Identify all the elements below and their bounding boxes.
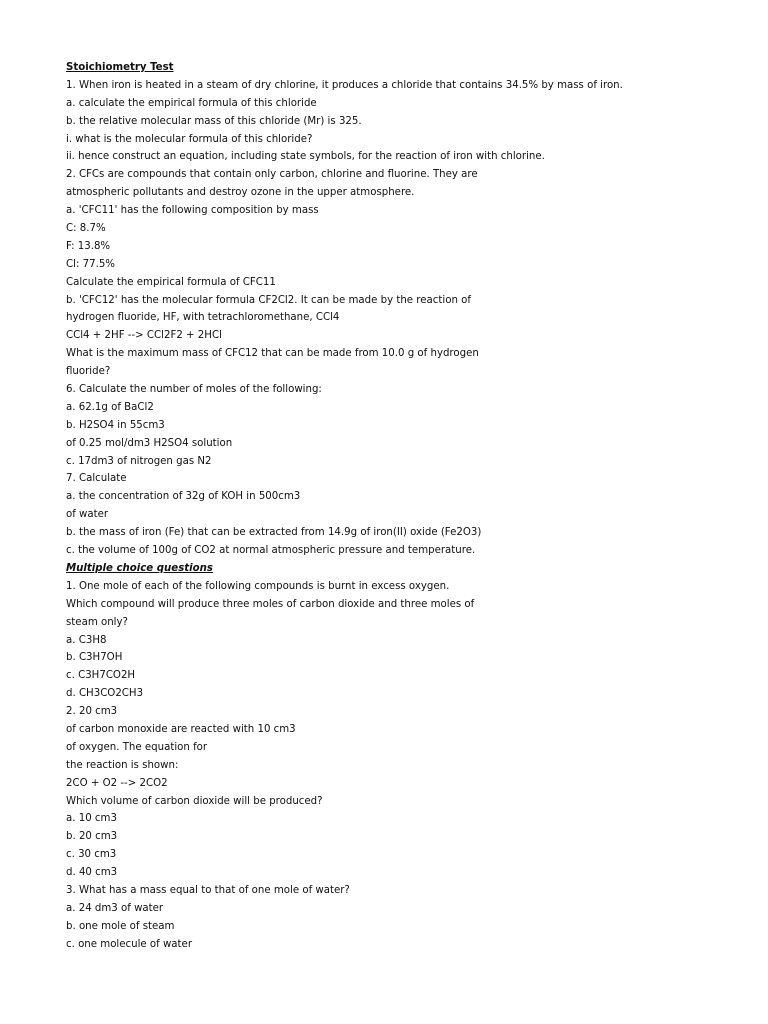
mc-text-line: a. 10 cm3 [66,813,117,825]
mc-text-line: 3. What has a mass equal to that of one mole of water? [66,884,350,896]
question-text-line: What is the maximum mass of CFC12 that can be made from 10.0 g of hydrogen [66,348,479,360]
question-text-line: i. what is the molecular formula of this chloride? [66,133,313,145]
question-text-line: Cl: 77.5% [66,258,115,270]
question-text-line: b. 'CFC12' has the molecular formula CF2Cl2. It can be made by the reaction of [66,294,471,306]
question-text-line: 1. When iron is heated in a steam of dry chlorine, it produces a chloride that contains 34.5% by mass of iron. [66,79,623,91]
question-text-line: atmospheric pollutants and destroy ozone in the upper atmosphere. [66,187,415,199]
mc-text-line: b. 20 cm3 [66,831,118,843]
mc-text-line: c. 30 cm3 [66,849,117,861]
question-text-line: 7. Calculate [66,473,127,485]
question-text-line: b. H2SO4 in 55cm3 [66,419,165,431]
question-text-line: a. 62.1g of BaCl2 [66,401,154,413]
mc-text-line: of carbon monoxide are reacted with 10 cm3 [66,723,296,735]
mc-text-line: b. one mole of steam [66,920,175,932]
mc-text-line: d. CH3CO2CH3 [66,688,144,700]
question-text-line: 6. Calculate the number of moles of the following: [66,384,322,396]
mc-text-line: a. C3H8 [66,634,107,646]
document-title: Stoichiometry Test [66,62,174,73]
mc-text-line: 2. 20 cm3 [66,706,118,718]
mc-text-line: Which volume of carbon dioxide will be produced? [66,795,323,807]
question-text-line: fluoride? [66,366,111,378]
question-text-line: C: 8.7% [66,223,106,235]
question-text-line: a. calculate the empirical formula of this chloride [66,97,317,109]
mc-text-line: c. C3H7CO2H [66,670,136,682]
mc-text-line: the reaction is shown: [66,759,179,771]
mc-text-line: 2CO + O2 --> 2CO2 [66,777,168,789]
question-text-line: of water [66,509,109,521]
mc-text-line: a. 24 dm3 of water [66,902,164,914]
question-text-line: Calculate the empirical formula of CFC11 [66,276,276,288]
mc-text-line: of oxygen. The equation for [66,741,208,753]
question-text-line: 2. CFCs are compounds that contain only carbon, chlorine and fluorine. They are [66,169,478,181]
question-text-line: F: 13.8% [66,240,111,252]
mc-text-line: b. C3H7OH [66,652,123,664]
document-page [66,59,706,954]
question-text-line: b. the relative molecular mass of this chloride (Mr) is 325. [66,115,362,127]
multiple-choice-block [66,578,706,954]
question-text-line: c. the volume of 100g of CO2 at normal atmospheric pressure and temperature. [66,545,476,557]
mc-text-line: 1. One mole of each of the following compounds is burnt in excess oxygen. [66,580,450,592]
mc-text-line: d. 40 cm3 [66,867,118,879]
question-block [66,77,706,560]
question-text-line: of 0.25 mol/dm3 H2SO4 solution [66,437,233,449]
mc-text-line: Which compound will produce three moles of carbon dioxide and three moles of [66,598,475,610]
question-text-line: c. 17dm3 of nitrogen gas N2 [66,455,212,467]
question-text-line: b. the mass of iron (Fe) that can be extracted from 14.9g of iron(II) oxide (Fe2O3) [66,527,482,539]
question-text-line: a. the concentration of 32g of KOH in 500cm3 [66,491,301,503]
question-text-line: hydrogen fluoride, HF, with tetrachloromethane, CCl4 [66,312,340,324]
section-heading: Multiple choice questions [66,562,213,574]
mc-text-line: c. one molecule of water [66,938,193,950]
question-text-line: a. 'CFC11' has the following composition by mass [66,205,319,217]
question-text-line: ii. hence construct an equation, including state symbols, for the reaction of iron with chlorine. [66,151,545,163]
question-text-line: CCl4 + 2HF --> CCl2F2 + 2HCl [66,330,222,342]
mc-text-line: steam only? [66,616,128,628]
